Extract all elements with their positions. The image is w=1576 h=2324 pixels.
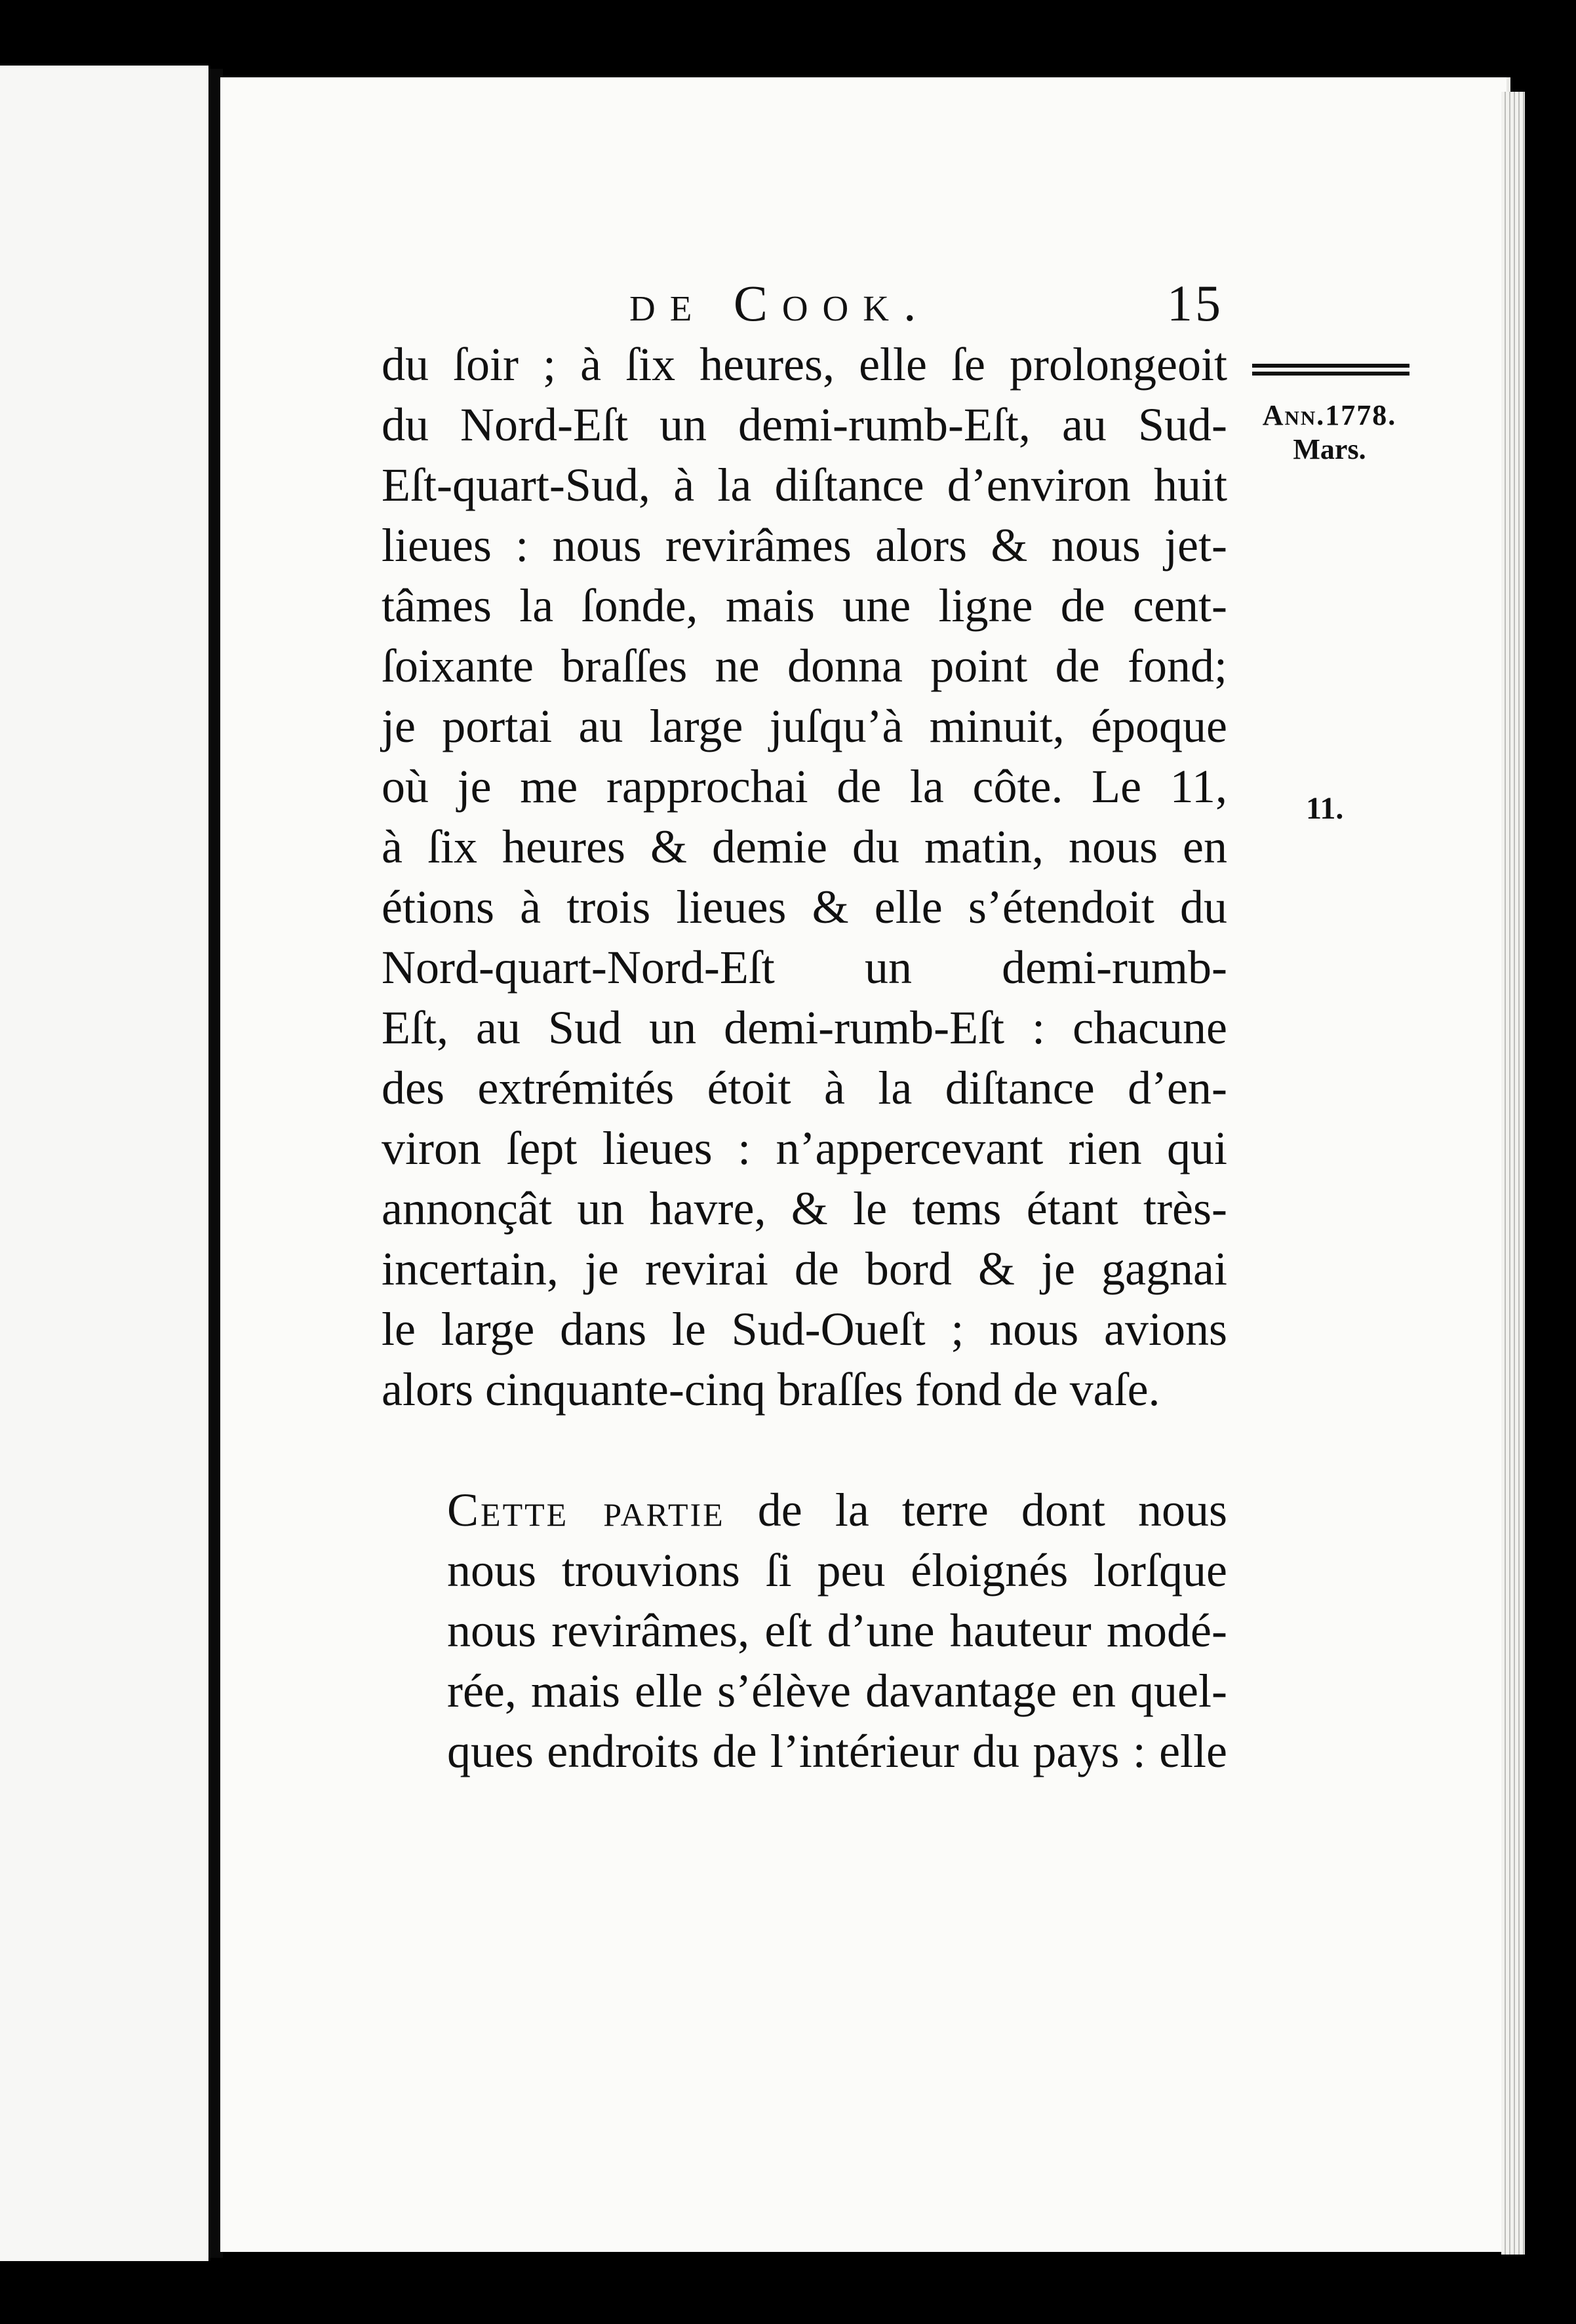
running-head-title: de Cook. xyxy=(629,275,931,332)
text-line: étions à trois lieues & elle s’étendoit du xyxy=(382,881,1227,933)
paragraph-2 xyxy=(382,1480,1227,1781)
text-line: à ſix heures & demie du matin, nous en xyxy=(382,821,1227,873)
text-run: de la terre dont nous xyxy=(724,1484,1227,1536)
running-head xyxy=(629,274,1223,333)
body-text xyxy=(382,334,1227,1781)
small-caps-lead: Cette partie xyxy=(447,1484,725,1536)
text-line: Nord-quart-Nord-Eſt un demi-rumb- xyxy=(382,941,1227,994)
page-edges xyxy=(1501,92,1525,2255)
text-line: rée, mais elle s’élève davantage en quel- xyxy=(447,1665,1227,1717)
facing-page xyxy=(0,66,208,2261)
text-line xyxy=(382,1480,1227,1540)
text-line: alors cinquante-cinq braſſes fond de vaſe. xyxy=(382,1363,1160,1416)
page-number: 15 xyxy=(1167,275,1223,332)
text-line: du Nord-Eſt un demi-rumb-Eſt, au Sud- xyxy=(382,398,1227,451)
text-line: où je me rapprochai de la côte. Le 11, xyxy=(382,760,1227,813)
text-line: nous revirâmes, eſt d’une hauteur modé- xyxy=(447,1604,1227,1657)
text-line: je portai au large juſqu’à minuit, époque xyxy=(382,700,1227,752)
margin-day: 11. xyxy=(1306,791,1344,826)
margin-double-rule xyxy=(1252,364,1409,381)
text-line: annonçât un havre, & le tems étant très- xyxy=(382,1182,1227,1235)
margin-year: Ann.1778. xyxy=(1262,399,1397,431)
text-line: le large dans le Sud-Oueſt ; nous avions xyxy=(382,1303,1227,1355)
text-line: incertain, je revirai de bord & je gagnai xyxy=(382,1243,1227,1295)
text-line: lieues : nous revirâmes alors & nous jet- xyxy=(382,519,1227,571)
text-line: Eſt, au Sud un demi-rumb-Eſt : chacune xyxy=(382,1001,1227,1054)
text-line: ſoixante braſſes ne donna point de fond; xyxy=(382,640,1227,692)
text-line: nous trouvions ſi peu éloignés lorſque xyxy=(447,1544,1227,1597)
margin-month: Mars. xyxy=(1293,433,1366,465)
text-line: ques endroits de l’intérieur du pays : elle xyxy=(447,1725,1227,1777)
scan-border xyxy=(1525,0,1576,2324)
text-line: des extrémités étoit à la diſtance d’en- xyxy=(382,1062,1227,1114)
text-line: viron ſept lieues : n’appercevant rien qui xyxy=(382,1122,1227,1174)
text-line: tâmes la ſonde, mais une ligne de cent- xyxy=(382,579,1227,632)
text-line: du ſoir ; à ſix heures, elle ſe prolongeoit xyxy=(382,338,1227,391)
paragraph-1 xyxy=(382,334,1227,1420)
text-line: Eſt-quart-Sud, à la diſtance d’environ huit xyxy=(382,459,1227,511)
margin-note-date xyxy=(1251,398,1408,467)
